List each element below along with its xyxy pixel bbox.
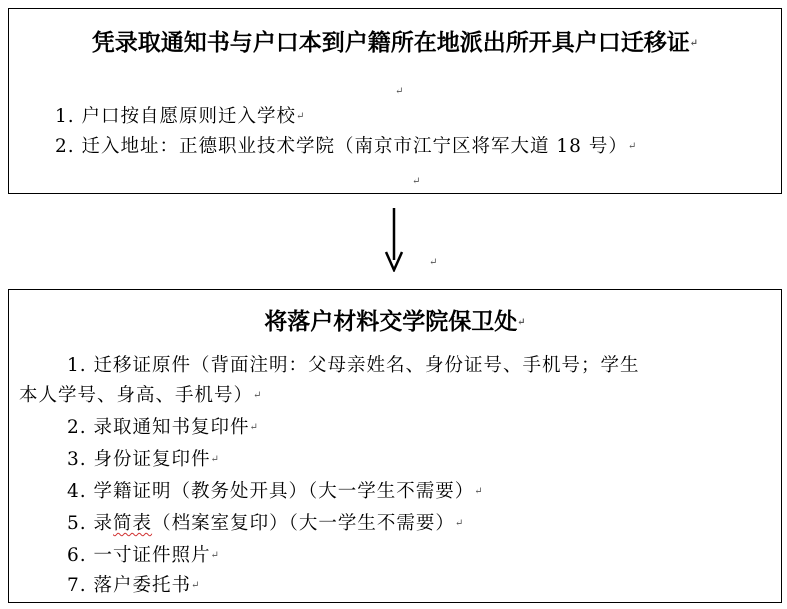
down-arrow-icon — [384, 208, 404, 272]
paragraph-mark: ↵ — [395, 86, 404, 97]
step-2-item-1-line-1: 1. 迁移证原件（背面注明：父母亲姓名、身份证号、手机号；学生 — [67, 355, 640, 376]
step-1-box — [8, 8, 782, 194]
step-2-item-6: 6. 一寸证件照片↵ — [67, 545, 219, 566]
step-2-title: 将落户材料交学院保卫处↵ — [264, 308, 526, 335]
spellcheck-underline: 简表 — [113, 513, 153, 534]
paragraph-mark: ↵ — [412, 176, 421, 187]
step-2-item-1-line-2: 本人学号、身高、手机号）↵ — [19, 385, 262, 406]
paragraph-mark: ↵ — [429, 257, 438, 268]
step-2-item-5: 5. 录简表（档案室复印）（大一学生不需要）↵ — [67, 513, 464, 534]
step-1-title: 凭录取通知书与户口本到户籍所在地派出所开具户口迁移证↵ — [91, 29, 699, 56]
step-1-item-1: 1. 户口按自愿原则迁入学校↵ — [55, 106, 305, 127]
step-2-item-2: 2. 录取通知书复印件↵ — [67, 417, 258, 438]
step-2-item-4: 4. 学籍证明（教务处开具）（大一学生不需要）↵ — [67, 481, 483, 502]
step-1-item-2: 2. 迁入地址：正德职业技术学院（南京市江宁区将军大道 18 号）↵ — [55, 136, 637, 157]
step-2-item-7: 7. 落户委托书↵ — [67, 575, 200, 596]
step-2-box — [8, 289, 782, 603]
step-2-item-3: 3. 身份证复印件↵ — [67, 449, 219, 470]
